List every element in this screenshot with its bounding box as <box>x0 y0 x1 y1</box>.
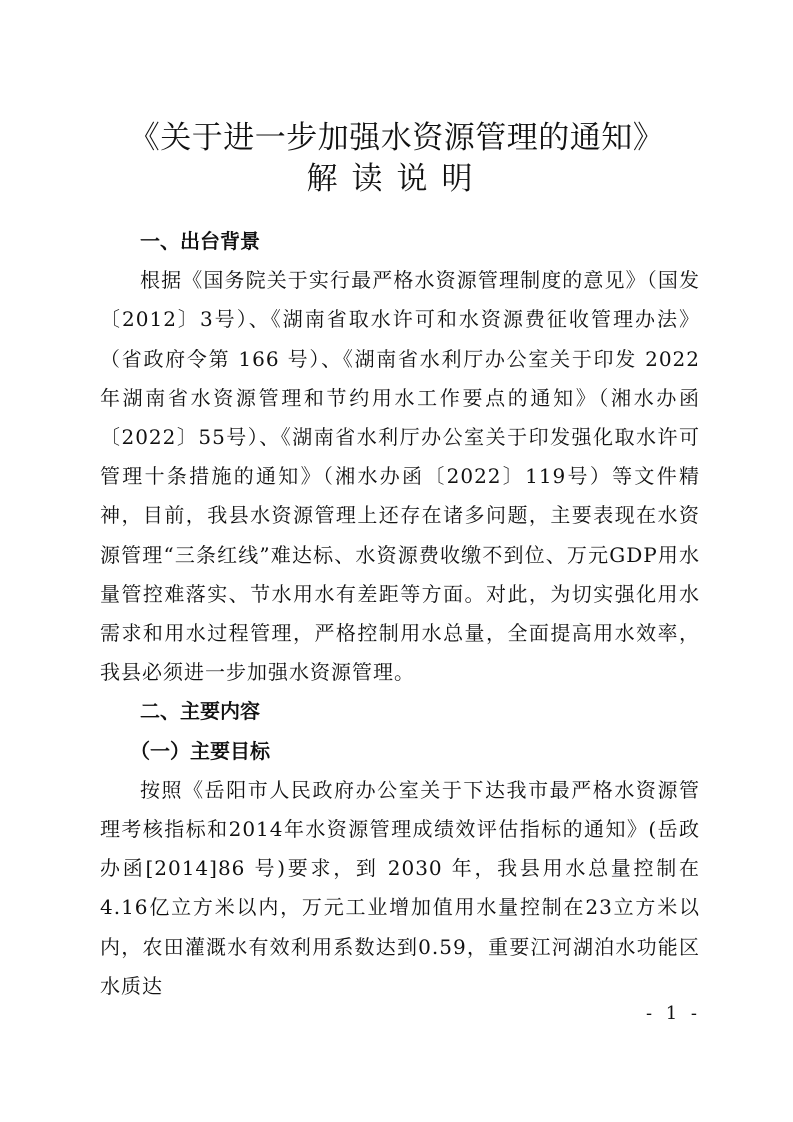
document-subtitle: 解读说明 <box>306 161 487 197</box>
subsection-heading-main-goals: （一）主要目标 <box>130 738 270 763</box>
section-heading-main-content: 二、主要内容 <box>140 699 260 724</box>
document-title: 《关于进一步加强水资源管理的通知》 <box>128 120 665 156</box>
section-heading-background: 一、出台背景 <box>140 229 260 253</box>
section-paragraph-background: 根据《国务院关于实行最严格水资源管理制度的意见》（国发〔2012〕3号）、《湖南省取水许可和水资源费征收管理办法》（省政府令第 166 号）、《湖南省水利厅办公室关于印发 2022年湖南省水资源管理和节约用水工作要点的通知》（湘水办函〔2022〕55号）、《湖南省水利厅办公室关于印发强化取水许可管理十条措施的通知》（湘水办函〔2022〕119号）等文件精神，目前，我县水资源管理上还存在诸多问题，主要表现在水资源管理“三条红线”难达标、水资源费收缴不到位、万元GDP用水量管控难落实、节水用水有差距等方面。对此，为切实强化用水需求和用水过程管理，严格控制用水总量，全面提高用水效率，我县必须进一步加强水资源管理。 <box>100 268 700 685</box>
page-number: - 1 - <box>645 1003 701 1024</box>
document-body <box>100 222 700 1006</box>
subsection-paragraph-main-goals: 按照《岳阳市人民政府办公室关于下达我市最严格水资源管理考核指标和2014年水资源管理成绩效评估指标的通知》(岳政办函[2014]86 号)要求，到 2030 年，我县用水总量控制在 4.16亿立方米以内，万元工业增加值用水量控制在23立方米以内，农田灌溉水有效利用系数达到0.59，重要江河湖泊水功能区水质达 <box>100 777 700 998</box>
